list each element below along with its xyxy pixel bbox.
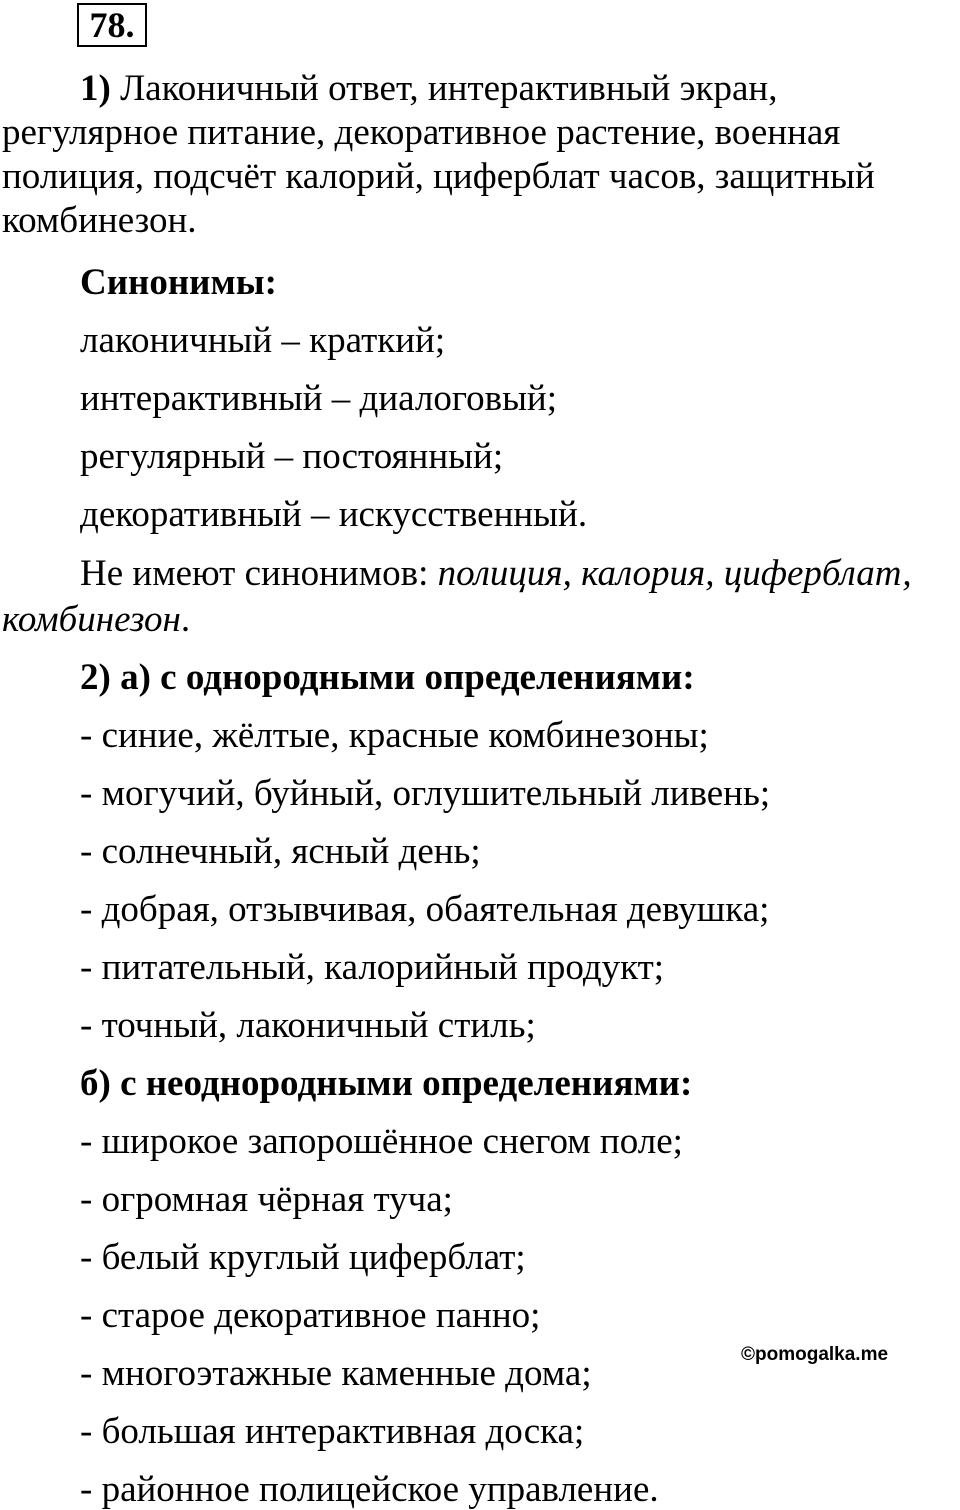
part2-heading-b: б) с неоднородными определениями: — [80, 1063, 693, 1104]
part1-line-1 — [80, 70, 777, 107]
no-synonyms-end: . — [180, 599, 191, 640]
list-item-a: - могучий, буйный, оглушительный ливень; — [80, 773, 771, 814]
list-item-b: - многоэтажные каменные дома; — [80, 1353, 592, 1394]
part1-text-1: Лаконичный ответ, интерактивный экран, — [120, 68, 778, 109]
list-item-b: - широкое запорошённое снегом поле; — [80, 1121, 683, 1162]
synonyms-heading: Синонимы: — [80, 262, 277, 303]
list-item-a: - синие, жёлтые, красные комбинезоны; — [80, 715, 709, 756]
no-synonyms-line-1 — [80, 555, 912, 592]
exercise-number: 78. — [77, 3, 147, 47]
list-item-b: - старое декоративное панно; — [80, 1295, 541, 1336]
synonym-item: регулярный – постоянный; — [80, 436, 504, 477]
part1-line-4: комбинезон. — [2, 200, 197, 241]
list-item-b: - огромная чёрная туча; — [80, 1179, 453, 1220]
list-item-a: - точный, лаконичный стиль; — [80, 1005, 536, 1046]
synonym-item: декоративный – искусственный. — [80, 494, 588, 535]
list-item-a: - питательный, калорийный продукт; — [80, 947, 665, 988]
no-synonyms-words-2: комбинезон — [2, 599, 181, 640]
no-synonyms-words-1: полиция, калория, циферблат, — [437, 553, 912, 594]
part1-label: 1) — [80, 68, 111, 109]
synonym-item: лаконичный – краткий; — [80, 320, 446, 361]
list-item-b: - районное полицейское управление. — [80, 1469, 659, 1510]
part1-line-2: регулярное питание, декоративное растение, военная — [2, 112, 841, 153]
list-item-b: - большая интерактивная доска; — [80, 1411, 585, 1452]
watermark: ©pomogalka.me — [741, 1344, 889, 1365]
list-item-a: - добрая, отзывчивая, обаятельная девушка; — [80, 889, 770, 930]
no-synonyms-line-2 — [2, 601, 190, 638]
part1-line-3: полиция, подсчёт калорий, циферблат часов, защитный — [2, 156, 875, 197]
synonym-item: интерактивный – диалоговый; — [80, 378, 558, 419]
list-item-b: - белый круглый циферблат; — [80, 1237, 526, 1278]
list-item-a: - солнечный, ясный день; — [80, 831, 481, 872]
part2-heading-a: 2) а) с однородными определениями: — [80, 657, 695, 698]
no-synonyms-label: Не имеют синонимов: — [80, 553, 438, 594]
